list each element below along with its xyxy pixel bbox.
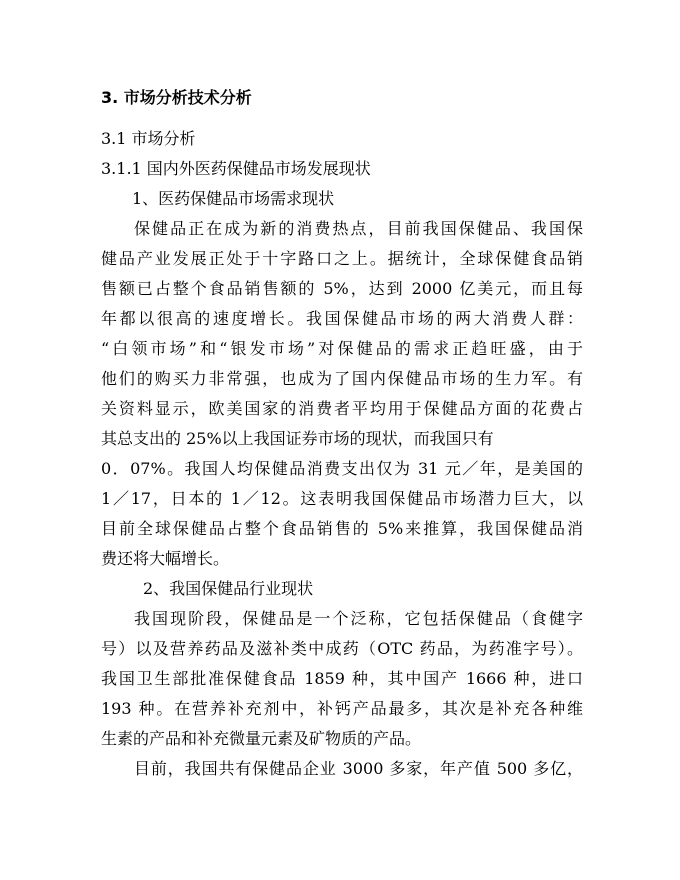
- paragraph-line: 193 种。在营养补充剂中，补钙产品最多，其次是补充各种维: [101, 699, 583, 718]
- paragraph-line: 费还将大幅增长。: [101, 549, 230, 568]
- paragraph-line: 年都以很高的速度增长。我国保健品市场的两大消费人群：: [101, 309, 583, 328]
- paragraph-industry: [101, 604, 583, 754]
- paragraph-line: “白领市场”和“银发市场”对保健品的需求正趋旺盛，由于: [101, 339, 583, 358]
- paragraph-demand: [101, 214, 583, 574]
- paragraph-line: 生素的产品和补充微量元素及矿物质的产品。: [101, 729, 422, 748]
- paragraph-line: 目前全球保健品占整个食品销售的 5%来推算，我国保健品消: [101, 519, 583, 538]
- item-heading-industry: 2、我国保健品行业现状: [143, 579, 314, 598]
- paragraph-line: 他们的购买力非常强，也成为了国内保健品市场的生力军。有: [101, 369, 583, 388]
- paragraph-line: 我国卫生部批准保健食品 1859 种，其中国产 1666 种，进口: [101, 669, 583, 688]
- paragraph-line: 健品产业发展正处于十字路口之上。据统计，全球保健食品销: [101, 249, 583, 268]
- section-heading: 3. 市场分析技术分析: [101, 88, 252, 107]
- document-body: [101, 86, 583, 784]
- paragraph-enterprises: [101, 754, 583, 784]
- paragraph-line: 0．07%。我国人均保健品消费支出仅为 31 元／年，是美国的: [101, 459, 583, 478]
- paragraph-line: 号）以及营养药品及滋补类中成药（OTC 药品，为药准字号）。: [101, 639, 583, 658]
- paragraph-line: 1／17，日本的 1／12。这表明我国保健品市场潜力巨大，以: [101, 489, 583, 508]
- item-heading-demand: 1、医药保健品市场需求现状: [132, 189, 335, 208]
- paragraph-line: 其总支出的 25%以上我国证券市场的现状，而我国只有: [101, 429, 494, 448]
- paragraph-line: 保健品正在成为新的消费热点，目前我国保健品、我国保: [134, 219, 583, 238]
- paragraph-line: 售额已占整个食品销售额的 5%，达到 2000 亿美元，而且每: [101, 279, 583, 298]
- paragraph-line: 目前，我国共有保健品企业 3000 多家，年产值 500 多亿，: [134, 759, 583, 778]
- paragraph-line: 我国现阶段，保健品是一个泛称，它包括保健品（食健字: [134, 609, 583, 628]
- subsubsection-heading: 3.1.1 国内外医药保健品市场发展现状: [101, 159, 371, 178]
- subsection-heading: 3.1 市场分析: [101, 129, 196, 148]
- paragraph-line: 关资料显示，欧美国家的消费者平均用于保健品方面的花费占: [101, 399, 583, 418]
